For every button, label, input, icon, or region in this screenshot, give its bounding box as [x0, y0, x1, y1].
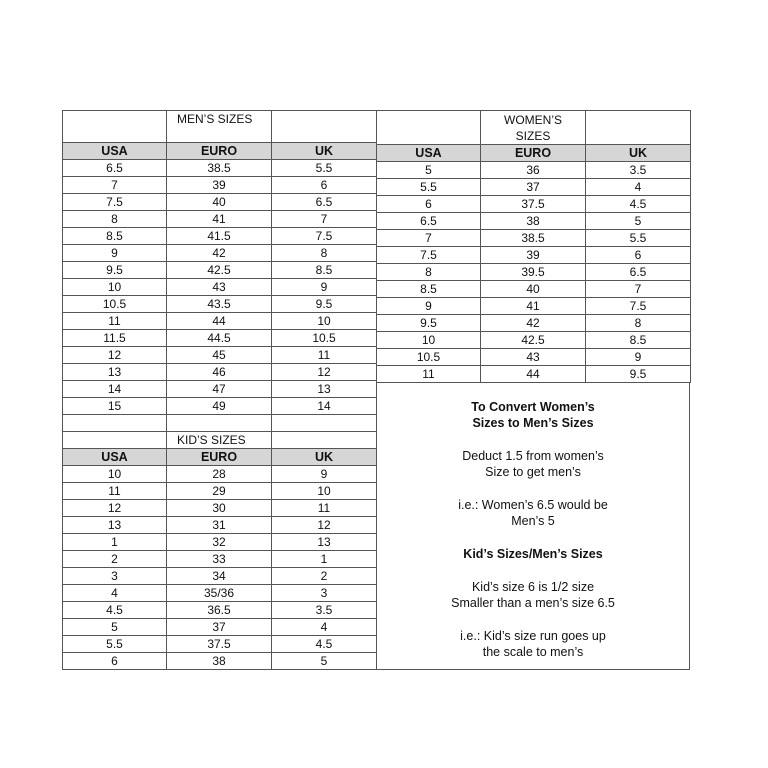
womens-cell-usa: 6 — [377, 196, 481, 213]
mens-cell-uk: 9.5 — [272, 296, 377, 313]
notes-para4-line2: the scale to men’s — [482, 645, 584, 659]
kids-title: KID’S SIZES — [177, 433, 246, 447]
mens-table-row — [63, 211, 377, 228]
womens-cell-uk: 5 — [586, 213, 691, 230]
womens-cell-usa: 7 — [377, 230, 481, 247]
mens-title: MEN’S SIZES — [177, 112, 253, 126]
womens-cell-uk: 3.5 — [586, 162, 691, 179]
mens-cell-usa: 9.5 — [63, 262, 167, 279]
kids-cell-uk: 5 — [272, 653, 377, 670]
kids-table-row — [63, 636, 377, 653]
mens-cell-euro: 43 — [167, 279, 272, 296]
womens-cell-usa: 9.5 — [377, 315, 481, 332]
womens-cell-euro: 36 — [481, 162, 586, 179]
kids-table-row — [63, 517, 377, 534]
kids-cell-uk: 4.5 — [272, 636, 377, 653]
kids-cell-uk: 3 — [272, 585, 377, 602]
kids-header-usa: USA — [63, 449, 167, 466]
mens-cell-euro: 46 — [167, 364, 272, 381]
womens-table-row — [377, 366, 691, 383]
kids-cell-uk: 3.5 — [272, 602, 377, 619]
notes-para1-line2: Size to get men’s — [485, 465, 581, 479]
mens-cell-euro: 47 — [167, 381, 272, 398]
womens-cell-euro: 44 — [481, 366, 586, 383]
womens-header-row — [377, 145, 691, 162]
mens-cell-usa: 7.5 — [63, 194, 167, 211]
kids-cell-uk: 4 — [272, 619, 377, 636]
womens-table-row — [377, 179, 691, 196]
womens-cell-euro: 38.5 — [481, 230, 586, 247]
mens-cell-uk: 12 — [272, 364, 377, 381]
womens-title-blank-cell — [377, 111, 481, 145]
mens-cell-euro: 38.5 — [167, 160, 272, 177]
womens-table-row — [377, 281, 691, 298]
notes-para4-line1: i.e.: Kid’s size run goes up — [460, 629, 606, 643]
mens-cell-euro: 42 — [167, 245, 272, 262]
mens-size-table — [62, 110, 377, 432]
womens-table-row — [377, 332, 691, 349]
womens-cell-uk: 4.5 — [586, 196, 691, 213]
kids-header-uk: UK — [272, 449, 377, 466]
kids-title-blank-cell — [63, 432, 167, 449]
kids-cell-uk: 11 — [272, 500, 377, 517]
mens-cell-euro: 49 — [167, 398, 272, 415]
mens-cell-euro: 43.5 — [167, 296, 272, 313]
notes-heading-kids-to-men: Kid’s Sizes/Men’s Sizes — [463, 547, 603, 561]
kids-cell-usa: 13 — [63, 517, 167, 534]
mens-header-euro: EURO — [167, 143, 272, 160]
mens-title-blank-cell — [272, 111, 377, 143]
mens-cell-euro: 44.5 — [167, 330, 272, 347]
notes-heading-women-to-men-line1: To Convert Women’s — [471, 400, 595, 414]
mens-blank-row — [63, 415, 377, 432]
kids-cell-usa: 1 — [63, 534, 167, 551]
kids-cell-euro: 35/36 — [167, 585, 272, 602]
mens-table-row — [63, 364, 377, 381]
kids-table-row — [63, 653, 377, 670]
womens-title-row — [377, 111, 691, 145]
mens-cell-usa: 13 — [63, 364, 167, 381]
womens-cell-euro: 38 — [481, 213, 586, 230]
notes-heading-women-to-men-line2: Sizes to Men’s Sizes — [472, 416, 594, 430]
womens-size-table — [376, 110, 691, 383]
kids-cell-usa: 6 — [63, 653, 167, 670]
mens-table-row — [63, 381, 377, 398]
womens-title-line1: WOMEN’S — [504, 113, 562, 127]
kids-cell-uk: 9 — [272, 466, 377, 483]
womens-cell-usa: 8.5 — [377, 281, 481, 298]
mens-cell-usa: 9 — [63, 245, 167, 262]
womens-table-row — [377, 315, 691, 332]
womens-cell-uk: 5.5 — [586, 230, 691, 247]
mens-table-row — [63, 296, 377, 313]
womens-header-euro: EURO — [481, 145, 586, 162]
mens-table-row — [63, 279, 377, 296]
mens-table-row — [63, 398, 377, 415]
mens-cell-usa: 11.5 — [63, 330, 167, 347]
kids-cell-uk: 10 — [272, 483, 377, 500]
womens-table-row — [377, 298, 691, 315]
mens-cell-usa: 6.5 — [63, 160, 167, 177]
mens-table-row — [63, 313, 377, 330]
mens-cell-uk: 8 — [272, 245, 377, 262]
mens-cell-uk: 13 — [272, 381, 377, 398]
kids-table-row — [63, 551, 377, 568]
mens-cell-euro: 39 — [167, 177, 272, 194]
kids-table-row — [63, 534, 377, 551]
kids-size-table — [62, 431, 377, 670]
mens-cell-euro: 41.5 — [167, 228, 272, 245]
mens-cell-euro: 41 — [167, 211, 272, 228]
mens-header-uk: UK — [272, 143, 377, 160]
womens-table-row — [377, 213, 691, 230]
womens-cell-uk: 4 — [586, 179, 691, 196]
mens-title-cell — [167, 111, 272, 143]
kids-title-cell — [167, 432, 272, 449]
mens-blank-cell — [63, 415, 167, 432]
mens-table-row — [63, 194, 377, 211]
womens-cell-usa: 5.5 — [377, 179, 481, 196]
mens-cell-usa: 11 — [63, 313, 167, 330]
kids-table-row — [63, 585, 377, 602]
mens-cell-euro: 45 — [167, 347, 272, 364]
womens-table-row — [377, 230, 691, 247]
kids-cell-usa: 10 — [63, 466, 167, 483]
womens-cell-euro: 43 — [481, 349, 586, 366]
womens-table-row — [377, 196, 691, 213]
womens-cell-usa: 10 — [377, 332, 481, 349]
mens-table-row — [63, 160, 377, 177]
mens-cell-uk: 11 — [272, 347, 377, 364]
kids-cell-euro: 31 — [167, 517, 272, 534]
mens-table-row — [63, 245, 377, 262]
womens-cell-usa: 9 — [377, 298, 481, 315]
mens-cell-usa: 14 — [63, 381, 167, 398]
kids-cell-uk: 1 — [272, 551, 377, 568]
mens-cell-usa: 7 — [63, 177, 167, 194]
mens-table-row — [63, 262, 377, 279]
kids-cell-euro: 38 — [167, 653, 272, 670]
mens-cell-usa: 15 — [63, 398, 167, 415]
womens-cell-usa: 11 — [377, 366, 481, 383]
kids-cell-euro: 28 — [167, 466, 272, 483]
notes-para2-line1: i.e.: Women’s 6.5 would be — [458, 498, 608, 512]
kids-table-row — [63, 483, 377, 500]
mens-cell-uk: 7.5 — [272, 228, 377, 245]
mens-cell-usa: 8 — [63, 211, 167, 228]
kids-cell-euro: 33 — [167, 551, 272, 568]
womens-cell-euro: 39.5 — [481, 264, 586, 281]
kids-cell-uk: 2 — [272, 568, 377, 585]
mens-title-row — [63, 111, 377, 143]
mens-cell-uk: 14 — [272, 398, 377, 415]
womens-cell-uk: 7 — [586, 281, 691, 298]
mens-cell-uk: 6.5 — [272, 194, 377, 211]
kids-cell-euro: 34 — [167, 568, 272, 585]
kids-cell-euro: 29 — [167, 483, 272, 500]
kids-table-row — [63, 568, 377, 585]
womens-cell-uk: 6 — [586, 247, 691, 264]
kids-cell-usa: 11 — [63, 483, 167, 500]
mens-cell-uk: 7 — [272, 211, 377, 228]
womens-title-line2: SIZES — [515, 129, 551, 143]
womens-table-row — [377, 264, 691, 281]
womens-cell-usa: 8 — [377, 264, 481, 281]
notes-para3-line2: Smaller than a men’s size 6.5 — [451, 596, 615, 610]
womens-cell-usa: 7.5 — [377, 247, 481, 264]
womens-cell-uk: 8 — [586, 315, 691, 332]
mens-header-usa: USA — [63, 143, 167, 160]
mens-cell-usa: 12 — [63, 347, 167, 364]
kids-cell-usa: 3 — [63, 568, 167, 585]
mens-cell-uk: 9 — [272, 279, 377, 296]
mens-blank-cell — [272, 415, 377, 432]
kids-title-row — [63, 432, 377, 449]
womens-cell-usa: 6.5 — [377, 213, 481, 230]
kids-cell-uk: 12 — [272, 517, 377, 534]
mens-table-row — [63, 177, 377, 194]
womens-cell-uk: 9.5 — [586, 366, 691, 383]
womens-cell-usa: 5 — [377, 162, 481, 179]
kids-cell-euro: 37.5 — [167, 636, 272, 653]
mens-cell-uk: 10 — [272, 313, 377, 330]
notes-para3-line1: Kid’s size 6 is 1/2 size — [471, 580, 595, 594]
kids-table-row — [63, 466, 377, 483]
notes-para2-line2: Men’s 5 — [511, 514, 555, 528]
womens-cell-euro: 41 — [481, 298, 586, 315]
mens-cell-uk: 10.5 — [272, 330, 377, 347]
womens-table-row — [377, 349, 691, 366]
womens-cell-usa: 10.5 — [377, 349, 481, 366]
womens-cell-euro: 40 — [481, 281, 586, 298]
womens-cell-uk: 6.5 — [586, 264, 691, 281]
mens-cell-usa: 8.5 — [63, 228, 167, 245]
notes-para1-line1: Deduct 1.5 from women’s — [462, 449, 604, 463]
mens-cell-uk: 6 — [272, 177, 377, 194]
conversion-notes — [376, 382, 690, 670]
womens-cell-euro: 42 — [481, 315, 586, 332]
womens-title-cell — [481, 111, 586, 145]
womens-cell-uk: 7.5 — [586, 298, 691, 315]
womens-cell-euro: 42.5 — [481, 332, 586, 349]
kids-cell-uk: 13 — [272, 534, 377, 551]
womens-table-row — [377, 247, 691, 264]
kids-cell-euro: 36.5 — [167, 602, 272, 619]
womens-header-usa: USA — [377, 145, 481, 162]
mens-header-row — [63, 143, 377, 160]
kids-cell-usa: 12 — [63, 500, 167, 517]
mens-table-row — [63, 330, 377, 347]
mens-table-row — [63, 228, 377, 245]
mens-cell-euro: 42.5 — [167, 262, 272, 279]
mens-cell-uk: 5.5 — [272, 160, 377, 177]
mens-cell-usa: 10.5 — [63, 296, 167, 313]
womens-cell-uk: 8.5 — [586, 332, 691, 349]
kids-cell-usa: 4 — [63, 585, 167, 602]
kids-header-row — [63, 449, 377, 466]
kids-cell-euro: 32 — [167, 534, 272, 551]
womens-cell-uk: 9 — [586, 349, 691, 366]
kids-table-row — [63, 602, 377, 619]
kids-cell-euro: 30 — [167, 500, 272, 517]
kids-cell-euro: 37 — [167, 619, 272, 636]
womens-cell-euro: 37.5 — [481, 196, 586, 213]
kids-cell-usa: 5 — [63, 619, 167, 636]
kids-table-row — [63, 619, 377, 636]
mens-cell-euro: 40 — [167, 194, 272, 211]
womens-table-row — [377, 162, 691, 179]
kids-cell-usa: 2 — [63, 551, 167, 568]
womens-cell-euro: 37 — [481, 179, 586, 196]
womens-header-uk: UK — [586, 145, 691, 162]
mens-cell-usa: 10 — [63, 279, 167, 296]
mens-table-row — [63, 347, 377, 364]
womens-title — [481, 111, 585, 144]
womens-title-blank-cell — [586, 111, 691, 145]
kids-cell-usa: 5.5 — [63, 636, 167, 653]
mens-cell-uk: 8.5 — [272, 262, 377, 279]
kids-title-blank-cell — [272, 432, 377, 449]
kids-cell-usa: 4.5 — [63, 602, 167, 619]
mens-title-blank-cell — [63, 111, 167, 143]
kids-header-euro: EURO — [167, 449, 272, 466]
mens-blank-cell — [167, 415, 272, 432]
kids-table-row — [63, 500, 377, 517]
mens-cell-euro: 44 — [167, 313, 272, 330]
womens-cell-euro: 39 — [481, 247, 586, 264]
